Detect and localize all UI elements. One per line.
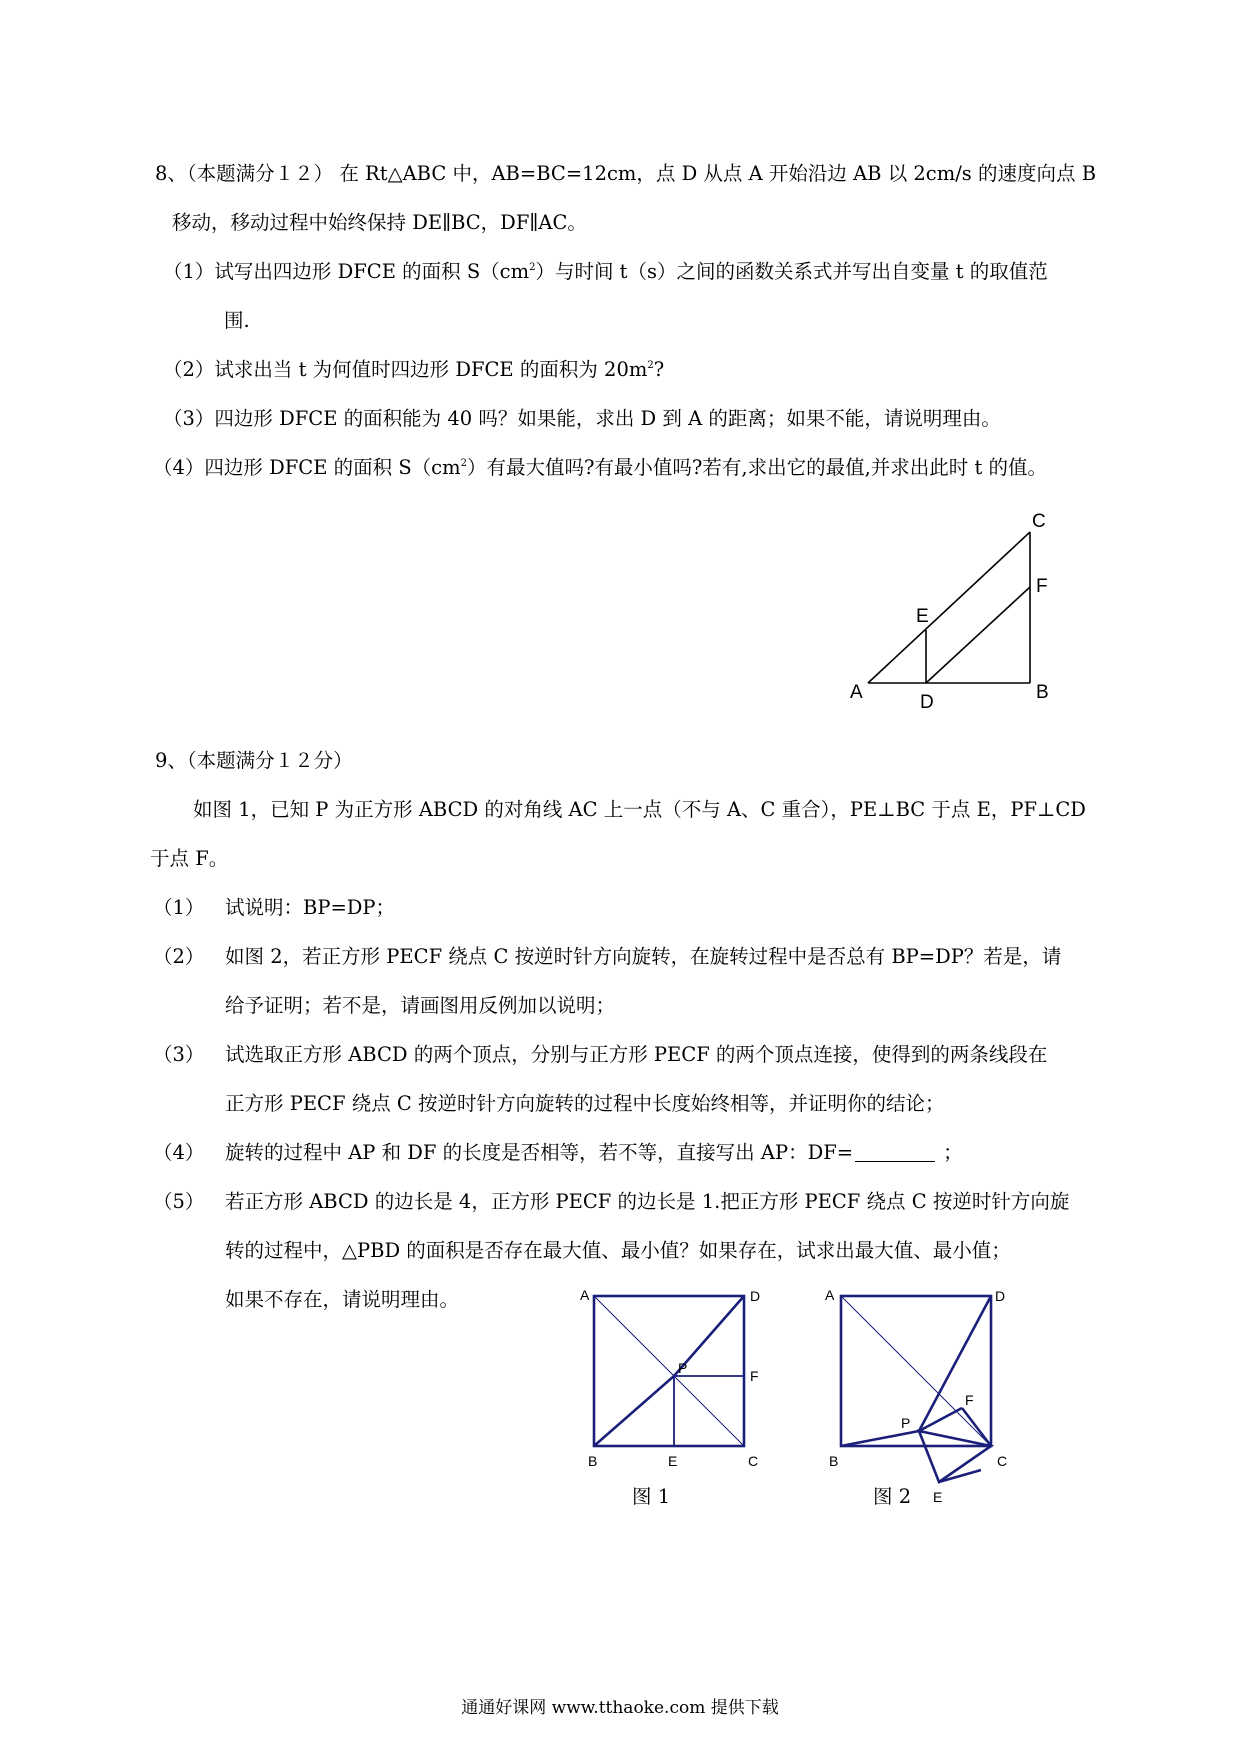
q9-part5: 若正方形 ABCD 的边长是 4，正方形 PECF 的边长是 1.把正方形 PECF 绕点 C 按逆时针方向旋 — [225, 1190, 1070, 1213]
fig1-caption: 图 1 — [632, 1485, 671, 1508]
q8-part4: （4）四边形 DFCE 的面积 $S(cm^2)$有最大值吗?有最小值吗?若有,求出它的最值,并求出此时 t 的值。 — [153, 456, 1048, 479]
fig2-label-p: P — [901, 1415, 911, 1431]
q9-part2: 如图 2，若正方形 PECF 绕点 C 按逆时针方向旋转，在旋转过程中是否总有 BP=DP？若是，请 — [225, 945, 1062, 968]
q9-intro-cont: 于点 F。 — [150, 847, 229, 870]
fig1-label-d: D — [750, 1288, 761, 1304]
fig2-label-b: B — [829, 1453, 839, 1469]
fig2-label-f: F — [965, 1392, 974, 1408]
label-e: E — [916, 606, 929, 627]
q8-header: 8、（本题满分１２） 在 Rt△ABC 中，AB=BC=12cm，点 D 从点 A 开始沿边 AB 以 2cm/s 的速度向点 B — [155, 162, 1097, 185]
segment-df — [926, 587, 1030, 683]
fig2-label-e: E — [933, 1489, 943, 1505]
q9-part4: 旋转的过程中 AP 和 DF 的长度是否相等，若不等，直接写出 AP：DF= ； — [225, 1141, 963, 1164]
diagonal-ac — [841, 1296, 991, 1446]
q9-part2-number: （2） — [153, 945, 205, 968]
fig2-label-d: D — [995, 1288, 1006, 1304]
q8-part1: （1）试写出四边形 DFCE 的面积 $S(cm^2)$与时间 t（s）之间的函数关系式并写出自变量 t 的取值范 — [163, 260, 1048, 283]
fig2-caption: 图 2 — [873, 1485, 912, 1508]
segment-bp — [841, 1431, 919, 1446]
fig1-label-p: P — [678, 1360, 688, 1376]
q9-part5-number: （5） — [153, 1190, 205, 1213]
label-c: C — [1032, 511, 1046, 532]
q9-part5-cont2: 如果不存在，请说明理由。 — [225, 1288, 460, 1311]
segment-e-edge — [939, 1470, 981, 1482]
q9-part3-number: （3） — [153, 1043, 205, 1066]
label-f: F — [1036, 576, 1048, 597]
q9-part4-number: （4） — [153, 1141, 205, 1164]
segment-bp — [594, 1376, 674, 1446]
answer-blank — [855, 1143, 935, 1162]
q8-part1-cont: 围. — [224, 309, 250, 332]
q9-figure-1 — [570, 1280, 770, 1480]
q9-part2-cont: 给予证明；若不是，请画图用反例加以说明； — [225, 994, 616, 1017]
fig2-label-a: A — [825, 1287, 835, 1303]
q9-intro: 如图 1，已知 P 为正方形 ABCD 的对角线 AC 上一点（不与 A、C 重合），PE⊥BC 于点 E，PF⊥CD — [193, 798, 1086, 821]
diagonal-ac — [594, 1296, 744, 1446]
q8-part2: （2）试求出当 t 为何值时四边形 DFCE 的面积为 $20m^2$? — [163, 358, 665, 381]
q8-header-cont: 移动，移动过程中始终保持 DE∥BC，DF∥AC。 — [172, 211, 587, 234]
q9-part3-cont: 正方形 PECF 绕点 C 按逆时针方向旋转的过程中长度始终相等，并证明你的结论； — [225, 1092, 945, 1115]
q9-header: 9、（本题满分１２分） — [155, 749, 353, 772]
label-b: B — [1036, 682, 1049, 703]
segment-ac — [868, 532, 1030, 683]
label-d: D — [920, 692, 934, 713]
fig1-label-e: E — [668, 1453, 678, 1469]
page-footer: 通通好课网 www.tthaoke.com 提供下载 — [461, 1698, 779, 1718]
q9-figure-2 — [815, 1280, 1025, 1510]
fig1-label-c: C — [748, 1453, 759, 1469]
q9-part1-number: （1） — [153, 896, 205, 919]
fig2-label-c: C — [997, 1453, 1008, 1469]
q8-triangle-figure — [840, 505, 1070, 715]
square-pecf-lower — [919, 1431, 991, 1482]
q9-part1: 试说明：BP=DP； — [225, 896, 396, 919]
fig1-label-b: B — [588, 1453, 598, 1469]
fig1-label-f: F — [750, 1368, 759, 1384]
q9-part5-cont: 转的过程中，△PBD 的面积是否存在最大值、最小值？如果存在，试求出最大值、最小值； — [225, 1239, 1011, 1262]
label-a: A — [850, 682, 863, 703]
fig1-label-a: A — [580, 1287, 590, 1303]
q9-part3: 试选取正方形 ABCD 的两个顶点，分别与正方形 PECF 的两个顶点连接，使得到的两条线段在 — [225, 1043, 1048, 1066]
q8-part3: （3）四边形 DFCE 的面积能为 40 吗？如果能，求出 D 到 A 的距离；如果不能，请说明理由。 — [163, 407, 1001, 430]
